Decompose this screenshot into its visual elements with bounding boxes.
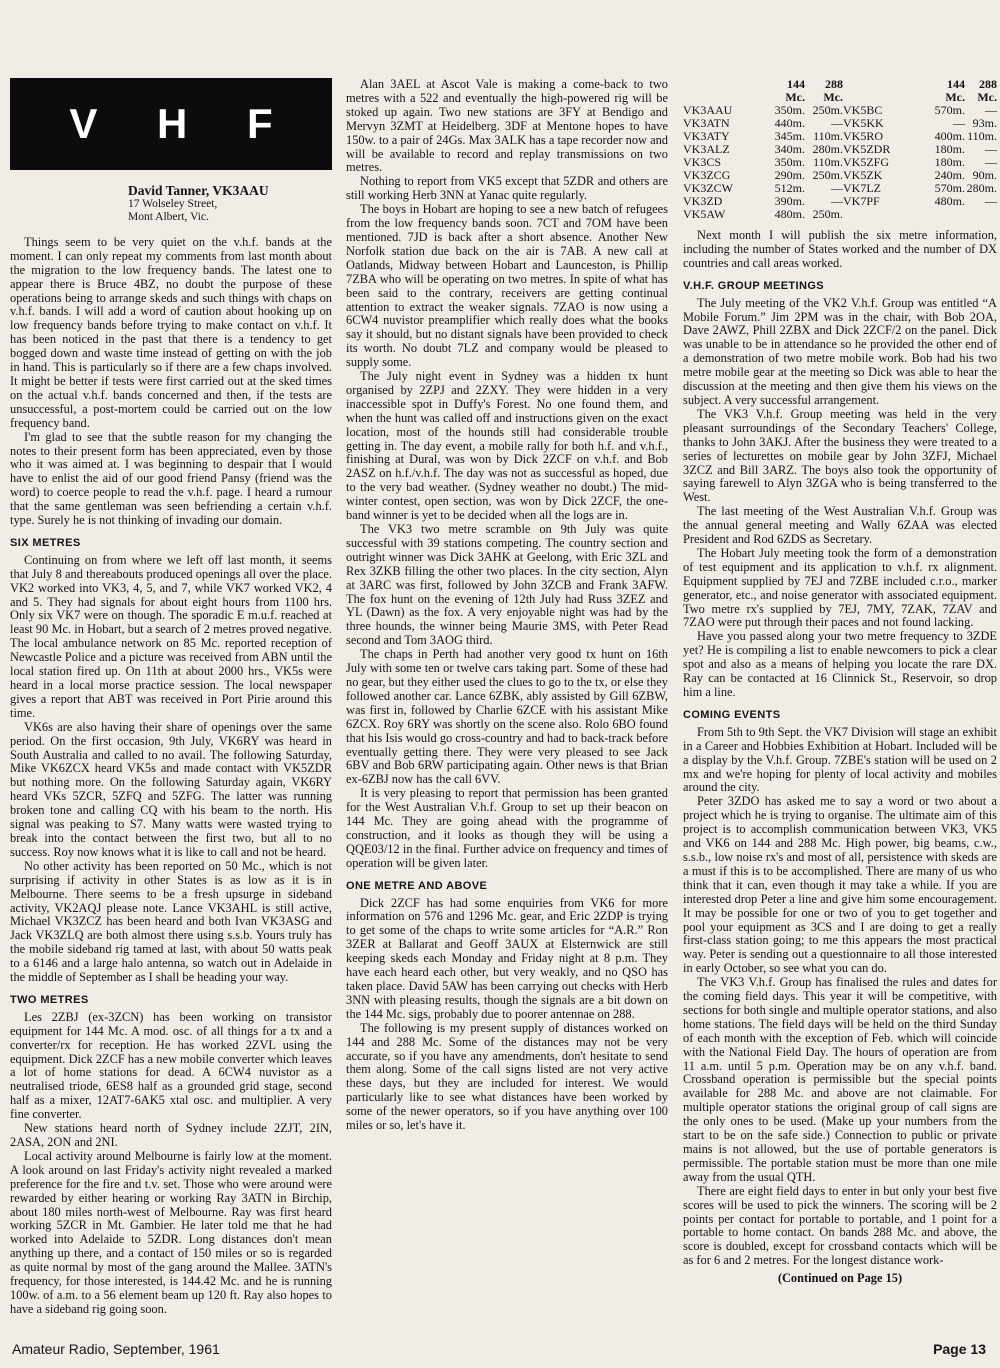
table-callsign-cell: VK3ATY bbox=[683, 129, 730, 143]
table-distance-cell bbox=[965, 208, 997, 221]
author-address-line-2: Mont Albert, Vic. bbox=[128, 210, 209, 223]
table-distance-cell: 180m. bbox=[934, 142, 965, 156]
table-callsign-cell: VK5RO bbox=[843, 129, 884, 143]
continued-note: (Continued on Page 15) bbox=[777, 1271, 903, 1286]
table-distance-cell: 180m. bbox=[934, 155, 965, 169]
column-1 bbox=[10, 78, 332, 1328]
table-callsign-cell: VK5AW bbox=[683, 207, 726, 221]
table-distance-cell: — bbox=[953, 116, 965, 130]
table-band-header: 144 bbox=[947, 78, 965, 91]
table-unit-header: Mc. bbox=[785, 90, 805, 104]
coming-events-paragraph: The VK3 V.h.f. Group has finalised the rules and dates for the coming field days. This year it will be competitive, with sections for both single and multiple operator stations, and also home stations. The field days will be held on the third Sunday of each month with the exception of Feb. which will coincide with the National Field Day. The hours of operation are from 11 a.m. until 5 p.m. Operation may be on any v.h.f. band. Crossband operation is permissible but the special points available for 288 Mc. and above are not claimable. For multiple operator stations the original group of call signs are the only ones to be used. (Make up your numbers from the start to be on the safe side.) Connection to public or private mains is not allowed, but the use of portable generators is permissible. The portable station must be more than one mile away from the usual QTH. bbox=[683, 975, 997, 1184]
table-callsign-cell: VK3ZCW bbox=[683, 181, 733, 195]
coming-events-paragraph: Peter 3ZDO has asked me to say a word or two about a project which he is trying to organise. The ultimate aim of this project is to accomplish communication between VK3, VK5 and VK6 on 144 and 288 Mc. High power, big beams, c.w., s.s.b., low noise rx's and most of all, persistence with skeds are a must if this is to be accomplished. There are many of us who think that it can, even though it may take a while. If you are interested drop Peter a line and give him some encouragement. It may be possible for one or two of you to get together and pool your equipment as 3CS and I are doing to get a really first-class station going; to me this appears the most practical way. Peter is sending out a questionnaire to all those interested in early October, so see what you can do. bbox=[683, 794, 997, 976]
table-distance-cell: 93m. bbox=[972, 116, 997, 130]
table-distance-cell: 290m. bbox=[774, 168, 805, 182]
section-title-banner bbox=[10, 78, 332, 170]
table-distance-cell: 480m. bbox=[934, 194, 965, 208]
next-month-paragraph: Next month I will publish the six metre information, including the number of States worked and the number of DX countries and call areas worked. bbox=[683, 228, 997, 270]
six-metres-heading: SIX METRES bbox=[10, 536, 81, 549]
table-callsign-cell bbox=[843, 208, 925, 221]
table-distance-cell: 570m. bbox=[934, 181, 965, 195]
table-callsign-cell: VK5ZK bbox=[843, 168, 883, 182]
six-metres-paragraph: VK6s are also having their share of openings over the same period. On the first occasion, 9th July, VK6RY was heard in South Australia and called to no avail. The following Saturday, Mike VK6ZCX heard VK5s and made contact with VK5ZDR but nothing more. On the following Saturday again, VK6RY heard VKs 5ZCR, 5ZFQ and 5ZFG. The latter was running broken tone and calling CQ with his beam to the north. His signal was peaking to S7. Many watts were wasted trying to break into the contact between the first two, but all to no success. Roy now knows what it is like to call and not be heard. bbox=[10, 719, 332, 859]
one-metre-heading: ONE METRE AND ABOVE bbox=[346, 879, 488, 892]
table-distance-cell bbox=[925, 208, 965, 221]
table-distance-cell: 90m. bbox=[972, 168, 997, 182]
table-distance-cell: — bbox=[985, 142, 997, 156]
table-distance-cell: — bbox=[831, 181, 843, 195]
two-metres-paragraph: The July night event in Sydney was a hidden tx hunt organised by 2ZPJ and 2ZXY. They were hidden in a very inaccessible spot in Duffy's Forest. No one found them, and when the hunt was called off and instructions given on the exact location, most of the hounds still had considerable trouble getting in. The day event, a mobile rally for both h.f. and v.h.f., finishing at Dural, was won by Dick 2ZCF on v.h.f. and Bob 2ASZ on h.f./v.h.f. The day was not as successful as hoped, due to the very bad weather. (Sydney weather no doubt.) The mid-winter contest, open section, was won by Dick 2ZCF, the one-band winner is yet to be decided when all the logs are in. bbox=[346, 369, 668, 523]
group-meetings-paragraph: Have you passed along your two metre frequency to 3ZDE yet? He is compiling a list to enable newcomers to pick a clear spot and also as a means of helping you locate the rare DX. Ray can be contacted at 16 Clinnick St., Reservoir, so drop him a line. bbox=[683, 629, 997, 699]
table-callsign-cell: VK5KK bbox=[843, 116, 884, 130]
table-distance-cell: 110m. bbox=[967, 129, 997, 143]
author-name: David Tanner, VK3AAU bbox=[128, 183, 269, 198]
table-band-header: 288 bbox=[825, 78, 843, 91]
table-distance-cell: 390m. bbox=[774, 194, 805, 208]
table-callsign-cell: VK3ATN bbox=[683, 116, 730, 130]
six-metres-paragraph: No other activity has been reported on 50 Mc., which is not surprising if activity in other States is as low as it is in Melbourne. There seems to be a fresh upsurge in sideband activity, VK2AQJ please note. Lance VK3AHL is still active, Michael VK3ZCZ has been heard and both Ivan VK3ASG and Jack VK3ZLQ are both almost there using s.s.b. Yours truly has the mobile sideband rig tamed at last, with about 50 watts peak to a 6146 and a large halo antenna, so watch out in Adelaide in the middle of September as I shall be heading your way. bbox=[10, 858, 332, 985]
table-distance-cell: 110m. bbox=[813, 155, 843, 169]
column-3 bbox=[683, 78, 997, 1328]
coming-events-paragraph: From 5th to 9th Sept. the VK7 Division will stage an exhibit in a Career and Hobbies Exhibition at Hobart. Included will be a display by the V.h.f. Group. 7ZBE's station will be used on 2 mx and we're hoping for plenty of local activity and mobiles around the city. bbox=[683, 724, 997, 795]
table-distance-cell: — bbox=[831, 116, 843, 130]
table-distance-cell: 480m. bbox=[774, 207, 805, 221]
table-distance-cell: 250m. bbox=[812, 168, 843, 182]
table-callsign-cell: VK5BC bbox=[843, 103, 883, 117]
distance-table bbox=[683, 78, 997, 221]
table-unit-header: Mc. bbox=[823, 90, 843, 104]
author-address-line-1: 17 Wolseley Street, bbox=[128, 197, 218, 210]
group-meetings-paragraph: The VK3 V.h.f. Group meeting was held in the very pleasant surroundings of the Secondary Teachers' College, thanks to John 3AKJ. After the business they were treated to a series of lecturettes on mobile gear by John 3ZFJ, Michael 3ZCZ and Bill 3ARZ. The boys also took the opportunity of saying farewell to Alyn 3ZGA who is being transferred to the West. bbox=[683, 406, 997, 505]
group-meetings-heading: V.H.F. GROUP MEETINGS bbox=[683, 279, 825, 292]
table-distance-cell: — bbox=[985, 155, 997, 169]
table-unit-header: Mc. bbox=[977, 90, 997, 104]
two-metres-paragraph: Alan 3AEL at Ascot Vale is making a come-back to two metres with a 522 and eventually the high-powered rig will be stoked up again. Two new stations are 3FY at Bendigo and Mervyn 3ZMT at Heidelberg. 3DF at Mentone hopes to have 150w. to a pair of 24Gs. Max 3ALK has a tape recorder now and will be available to record and replay transmissions on two metres. bbox=[346, 78, 668, 175]
intro-paragraph: I'm glad to see that the subtle reason for my changing the notes to their present form has been appreciated, even by those who it was aimed at. I was beginning to despair that I would have to enlist the aid of our good friend Pansy (friend was the word) to coerce people to read the v.h.f. page. I heard a rumour that the same gentleman was seen befriending a certain v.h.f. type. Surely he is not thinking of invading our domain. bbox=[10, 429, 332, 528]
one-metre-paragraph: The following is my present supply of distances worked on 144 and 288 Mc. Some of the distances may not be very accurate, so if you have any amendments, don't hesitate to send them along. Some of the call signs listed are not very active these days, but they are included for interest. We would particularly like to see what distances have been worked by some of the newer operators, so if you have anything over 100 miles or so, let's have it. bbox=[346, 1020, 668, 1133]
intro-paragraph: Things seem to be very quiet on the v.h.f. bands at the moment. I can only repeat my comments from last month about the migration to the low frequency bands. The latest one to appear there is Bruce 4BZ, no doubt the purpose of these operations being to arrange skeds and such things with chaps on v.h.f. bands. I will add a word of caution about hooking up on low frequency bands before trying to make contact on v.h.f. It has been noticed in the past that there is a tendency to get bogged down and waste time instead of getting on with the job in hand. This is particularly so if there are a few chaps involved. It might be better if tests were first carried out at the sked times on the actual v.h.f. bands concerned and then, if the tests are unsuccessful, a post-mortem could be carried out on the low frequency band. bbox=[10, 234, 332, 430]
table-band-header: 288 bbox=[979, 78, 997, 91]
table-distance-cell: 250m. bbox=[812, 207, 843, 221]
table-callsign-cell: VK7LZ bbox=[843, 181, 881, 195]
two-metres-paragraph: New stations heard north of Sydney include 2ZJT, 2IN, 2ASA, 2ON and 2NI. bbox=[10, 1121, 332, 1149]
table-callsign-cell: VK3ALZ bbox=[683, 142, 730, 156]
table-callsign-cell: VK3CS bbox=[683, 155, 722, 169]
two-metres-paragraph: Les 2ZBJ (ex-3ZCN) has been working on transistor equipment for 144 Mc. A mod. osc. of all things for a tx and a converter/rx for reception. He has worked 2ZVL using the equipment. Dick 2ZCF has a new mobile converter which leaves a lot of home stations for dead. A 6CW4 nuvistor as a neutralised triode, 6ES8 half as a grounded grid stage, second half as a mixer, 12AT7-6AK5 xtal osc. and multiplier. A very fine converter. bbox=[10, 1009, 332, 1122]
table-distance-cell: 240m. bbox=[934, 168, 965, 182]
table-distance-cell: — bbox=[985, 103, 997, 117]
table-distance-cell: 440m. bbox=[774, 116, 805, 130]
coming-events-paragraph: There are eight field days to enter in but only your best five scores will be used to pick the winners. The scoring will be 2 points per contact for portable to portable, and 1 point for a portable to home contact. On bands 288 Mc. and above, the score is doubled, except for crossband contacts which will be as for 6 and 2 metres. For the longest distance work- bbox=[683, 1183, 997, 1268]
two-metres-paragraph: Nothing to report from VK5 except that 5ZDR and others are still working Herb 3NN at Yanac quite regularly. bbox=[346, 174, 668, 203]
table-distance-cell: 570m. bbox=[934, 103, 965, 117]
table-callsign-cell: VK3AAU bbox=[683, 103, 733, 117]
table-distance-cell: 250m. bbox=[812, 103, 843, 117]
table-distance-cell: — bbox=[831, 194, 843, 208]
table-distance-cell: 280m. bbox=[966, 181, 997, 195]
column-2 bbox=[346, 78, 668, 1328]
table-distance-cell: 350m. bbox=[774, 155, 805, 169]
table-distance-cell: 340m. bbox=[774, 142, 805, 156]
group-meetings-paragraph: The July meeting of the VK2 V.h.f. Group was entitled “A Mobile Forum.” Jim 2PM was in the chair, with Bob 2OA, Dave 2AWZ, Phill 2ZBX and Dick 2ZCF/2 on the panel. Dick was unable to be in attendance so he provided the other end of a demonstration of two metre mobile work. Bob had his two metre mobile gear at the meeting so Dick was able to hear the discussion at the meeting and then give them his views on the subject. A very successful arrangement. bbox=[683, 295, 997, 407]
coming-events-heading: COMING EVENTS bbox=[683, 708, 781, 721]
table-unit-header: Mc. bbox=[945, 90, 965, 104]
page-number: Page 13 bbox=[933, 1341, 986, 1357]
table-callsign-cell: VK5ZFG bbox=[843, 155, 890, 169]
two-metres-paragraph: Local activity around Melbourne is fairly low at the moment. A look around on last Friday's activity night revealed a marked preference for the fire and t.v. set. Those who were around were rewarded by either hearing or working Ray 3ATN in Birchip, about 180 miles north-west of Melbourne. Ray was first heard working 5ZCR in Mt. Gambier. He later told me that he had worked into Adelaide to 5ZDR. Long distances don't mean anything up there, and a contact of 150 miles or so is regarded as quite normal by most of the gang around the Mallee. 3ATN's frequency, for those interested, is 144.42 Mc. and he is running 100w. of a.m. to a 56 element beam up 120 ft. Ray also hopes to have a sideband rig going soon. bbox=[10, 1148, 332, 1316]
table-distance-cell: 400m. bbox=[934, 129, 965, 143]
table-distance-cell: 350m. bbox=[774, 103, 805, 117]
publication-line: Amateur Radio, September, 1961 bbox=[12, 1341, 220, 1357]
table-callsign-cell: VK5ZDR bbox=[843, 142, 891, 156]
two-metres-heading: TWO METRES bbox=[10, 993, 89, 1006]
table-distance-cell: 512m. bbox=[774, 181, 805, 195]
table-distance-cell: 110m. bbox=[813, 129, 843, 143]
table-callsign-cell: VK7PF bbox=[843, 194, 880, 208]
page-footer bbox=[12, 1341, 986, 1357]
table-distance-cell: 280m. bbox=[812, 142, 843, 156]
two-metres-paragraph: It is very pleasing to report that permission has been granted for the West Australian V.h.f. Group to set up their beacon on 144 Mc. They are going ahead with the programme of construction, and it looks as though they will be using a QQE03/12 in the final. Further advice on frequency and times of operation will be given later. bbox=[346, 786, 668, 870]
table-band-header: 144 bbox=[787, 78, 805, 91]
group-meetings-paragraph: The last meeting of the West Australian V.h.f. Group was the annual general meeting and Wally 6ZAA was elected President and Rod 6ZDS as Secretary. bbox=[683, 504, 997, 547]
table-callsign-cell: VK3ZD bbox=[683, 194, 723, 208]
table-distance-cell: 345m. bbox=[774, 129, 805, 143]
six-metres-paragraph: Continuing on from where we left off last month, it seems that July 8 and thereabouts produced openings all over the place. VK2 worked into VK3, 4, 5, and 7, while VK7 worked VK2, 4 and 5. They had signals for about eight hours from 1100 hrs. Only six VK7 were on though. The sporadic E m.u.f. reached at least 90 Mc. in Hobart, but a search of 2 metres proved negative. The local ambulance network on 85 Mc. reported reception of Newcastle Police and a picture was received from ABN until the local station fired up. On 11th at about 2000 hrs., VK5s were heard in a local morse practice session. The local newspaper gives a report that ABT was received in Port Pirie around this time. bbox=[10, 552, 332, 720]
table-callsign-cell: VK3ZCG bbox=[683, 168, 731, 182]
byline bbox=[128, 184, 332, 224]
two-metres-paragraph: The VK3 two metre scramble on 9th July was quite successful with 39 stations competing. The country section and outright winner was Dick 3AHK at Geelong, with Eric 3ZL and Rex 3ZKB filling the other two places. In the city section, Alyn at 3ARC was first, followed by John 3ZCB and Frank 3AFW. The fox hunt on the evening of 12th July had Russ 3ZEZ and YL (Dawn) as the fox. A very enjoyable night was had by the three hounds, the winner being Maurie 3MS, with Peter Read second and Tom 3AOG third. bbox=[346, 522, 668, 648]
section-title: V H F bbox=[69, 100, 297, 148]
one-metre-paragraph: Dick 2ZCF has had some enquiries from VK6 for more information on 576 and 1296 Mc. gear, and Eric 2ZDP is trying to get some of the chaps to write some articles for “A.R.” Ron 3ZER at Ballarat and Geoff 3AUX at Elsternwick are still keeping skeds each Monday and Friday night at 8 p.m. They have each heard each other, but very weakly, and no QSO has taken place. David 5AW has been carrying out checks with Herb 3NN with pleasing results, though the signals are a bit down on the 144 Mc. sigs, probably due to poorer antennae on 288. bbox=[346, 895, 668, 1021]
two-metres-paragraph: The chaps in Perth had another very good tx hunt on 16th July with some ten or twelve cars taking part. Some of these had no gear, but they either used the clues to go to the tx, or else they followed another car. Lance 6ZBK, ably assisted by Gill 6ZBW, was first in, followed by Charlie 6ZCE with his assistant Mike 6ZCX. Roy 6RY was shortly on the scene also. Rolo 6BO found that his Isis would go cross-country and had to back-track before eventually getting there. They were very pleased to see Jack 6BV and Bob 6RW participating again. Other news is that Brian ex-6ZBJ now has the call 6VV. bbox=[346, 647, 668, 787]
table-distance-cell: — bbox=[985, 194, 997, 208]
two-metres-paragraph: The boys in Hobart are hoping to see a new batch of refugees from the low frequency bands soon. 7CT and 7OM have been mentioned. 7JD is back after a short absence. Another New Norfolk station due back on the air is 7AB. A new call at Oatlands, Midway between Hobart and Launceston, is Phillip 7ZBA who will be operating on two metres. In spite of what has been said to the contrary, receivers are getting continual attention to extract the weaker signals. 7ZAO is now using a 6CW4 nuvistor preamplifier which really does what the books say it should, but no distant signals have been provided to check its worth. No doubt 7LZ and company would be pleased to supply some. bbox=[346, 202, 668, 370]
group-meetings-paragraph: The Hobart July meeting took the form of a demonstration of test equipment and its application to v.h.f. rx alignment. Equipment supplied by 7EJ and 7ZBE included c.r.o., marker generator, etc., and noise generator with associated equipment. Two metre rx's supplied by 7EJ, 7MY, 7ZAK, 7ZAV and 7ZAO were put through their paces and not found lacking. bbox=[683, 545, 997, 630]
